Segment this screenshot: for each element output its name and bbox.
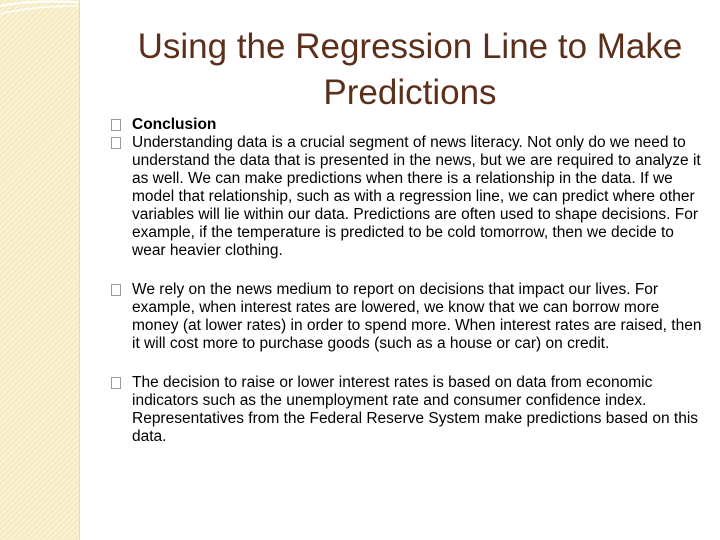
bullet-item-understanding-data — [132, 134, 707, 260]
bullet-box-icon — [111, 377, 121, 389]
decorative-side-panel — [0, 0, 80, 540]
bullet-box-icon — [111, 119, 121, 131]
slide-title: Using the Regression Line to Make Predictions — [137, 27, 683, 112]
bullet-text: Understanding data is a crucial segment of news literacy. Not only do we need to understand the data that is presented in the news, but we are required to analyze it as well. We can make predictions when there is a relationship in the data. If we model that relationship, such as with a regression line, we can predict where other variables will lie within our data. Predictions are often used to shape decisions. For example, if the temperature is predicted to be cold tomorrow, then we decide to wear heavier clothing. — [132, 134, 701, 259]
bullet-item-interest-rates — [132, 374, 707, 446]
bullet-box-icon — [111, 137, 121, 149]
corner-swoosh-graphic — [0, 0, 80, 32]
bullet-item-news-medium — [132, 281, 707, 353]
bullet-text: The decision to raise or lower interest rates is based on data from economic indicators such as the unemployment rate and consumer confidence index. Representatives from the Federal Reserve System make predictions based on this data. — [132, 374, 699, 445]
bullet-list — [132, 116, 707, 446]
bullet-text: We rely on the news medium to report on decisions that impact our lives. For example, when interest rates are lowered, we know that we can borrow more money (at lower rates) in order to spend more. When interest rates are raised, then it will cost more to purchase goods (such as a house or car) on credit. — [132, 281, 702, 352]
bullet-item-conclusion — [132, 116, 707, 134]
bullet-text: Conclusion — [132, 116, 217, 133]
bullet-box-icon — [111, 284, 121, 296]
